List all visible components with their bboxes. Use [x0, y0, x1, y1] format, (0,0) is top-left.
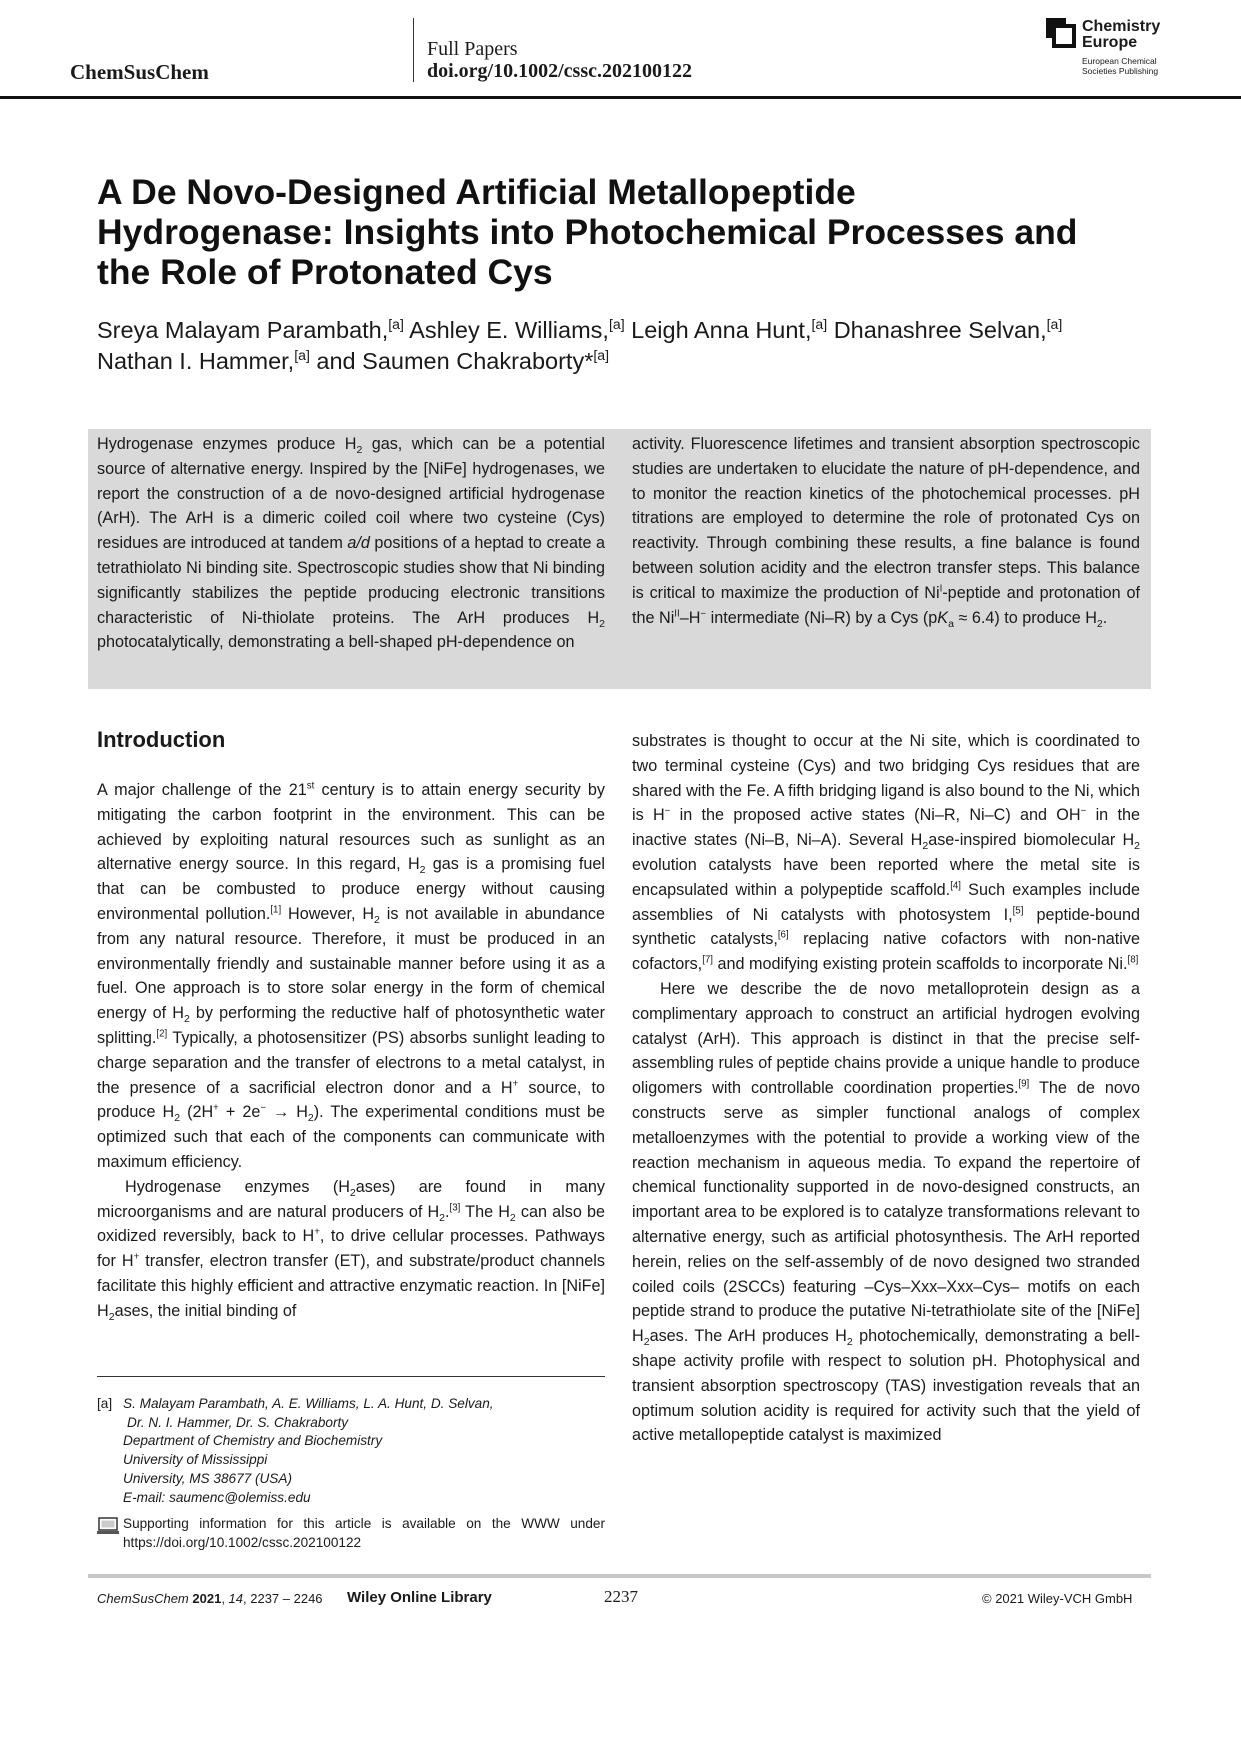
logo-mark-icon — [1046, 18, 1076, 48]
footnote-line: Department of Chemistry and Biochemistry — [123, 1433, 383, 1449]
body-left-column — [97, 778, 605, 1324]
logo-name-line2: Europe — [1082, 34, 1138, 51]
body-paragraph: Hydrogenase enzymes $(H_2ases)$ are found in many microorganisms and are natural producers of $H_2.[3]$ The $H_2$ can also be oxidized reversibly, back to H+, to drive cellular processes. Pathways for H+ transfer, electron transfer (ET), and substrate/product channels facilitate this highly efficient and attractive enzymatic reaction. In [NiFe] $H_2ases$, the initial binding of — [97, 1177, 605, 1323]
abstract-right-column: activity. Fluorescence lifetimes and transient absorption spectroscopic studies are undertaken to elucidate the nature of pH-dependence, and to monitor the reaction kinetics of the photochemical processes. pH titrations are employed to determine the role of protonated Cys on reactivity. Through combining these results, a fine balance is found between solution acidity and the electron transfer steps. This balance is critical to maximize the production of $Ni^I$-peptide and protonation of the $Ni^{II}-H^-$ intermediate (Ni–R) by a Cys $(pK_a \approx 6.4)$ to produce $H_2$. — [632, 435, 1141, 630]
affiliation-mark: [a] — [811, 316, 828, 333]
journal-name: ChemSusChem — [70, 60, 209, 84]
citation-link[interactable]: [7] — [702, 954, 713, 966]
footnote-line: University of Mississippi — [123, 1452, 268, 1468]
citation-link[interactable]: [1] — [270, 904, 282, 916]
page-number: 2237 — [604, 1587, 638, 1606]
footnote-line: Dr. N. I. Hammer, Dr. S. Chakraborty — [127, 1414, 349, 1430]
body-paragraph: Here we describe the de novo metalloprotein design as a complimentary approach to construct an artificial hydrogen evolving catalyst (ArH). This approach is distinct in that the precise self-assembling rules of peptide chains provide a unique handle to produce oligomers with controllable coordination properties.[9] The de novo constructs serve as simpler functional analogs of complex metalloenzymes with the potential to provide a working view of the reaction mechanism in aqueous media. To expand the repertoire of chemical functionality supported in de novo-designed constructs, an important area to be explored is to catalyze transformations relevant to alternative energy, such as artificial photosynthesis. The ArH reported herein, relies on the self-assembly of de novo designed two stranded coiled coils (2SCCs) featuring –Cys–Xxx–Xxx–Cys– motifs on each peptide strand to produce the putative Ni-tetrathiolate site of the [NiFe] $H_2ases$. The ArH produces $H_2$ photochemically, demonstrating a bell-shape activity profile with respect to solution pH. Photophysical and transient absorption spectroscopy (TAS) investigation reveals that an optimum solution acidity is required for activity such that the yield of active metallopeptide catalyst is maximized — [632, 979, 1140, 1445]
header-rule — [0, 96, 1241, 99]
footnote-line: University, MS 38677 (USA) — [123, 1470, 292, 1486]
author-name: Sreya Malayam Parambath, — [97, 317, 389, 343]
body-paragraph: A major challenge of the 21st century is to attain energy security by mitigating the carbon footprint in the environment. This can be achieved by exploiting natural resources such as sunlight as an alternative energy source. In this regard, $H_2$ gas is a promising fuel that can be combusted to produce energy without causing environmental pollution.[1] However, $H_2$ is not available in abundance from any natural resource. Therefore, it must be produced in an environmentally friendly and sustainable manner before using it as a fuel. One approach is to store solar energy in the form of chemical energy of $H_2$ by performing the reductive half of photosynthetic water splitting.[2] Typically, a photosensitizer (PS) absorbs sunlight leading to charge separation and the transfer of electrons to a metal catalyst, in the presence of a sacrificial electron donor and a H+ source, to produce $H_2$ $(2H^+ + 2e^- \to H_2)$. The experimental conditions must be optimized such that each of the components can communicate with maximum efficiency. — [97, 780, 605, 1171]
citation-link[interactable]: [9] — [1018, 1078, 1030, 1090]
section-heading: Introduction — [97, 727, 226, 752]
footer-citation: ChemSusChem 2021, 14, 2237 – 2246 — [97, 1591, 323, 1606]
author-name: Dhanashree Selvan, — [833, 317, 1047, 343]
affiliation-footnote — [97, 1395, 605, 1507]
footnote-line: S. Malayam Parambath, A. E. Williams, L. A. Hunt, D. Selvan, — [123, 1396, 494, 1411]
title-line: A De Novo-Designed Artificial Metallopeptide — [97, 172, 856, 212]
header-divider — [413, 18, 414, 82]
citation-link[interactable]: [4] — [950, 880, 961, 892]
affiliation-mark: [a] — [608, 316, 625, 333]
supporting-info-text[interactable]: Supporting information for this article is available on the WWW under https://doi.org/10.1002/cssc.202100122 — [123, 1516, 605, 1550]
article-title — [97, 172, 1157, 292]
logo-sub-line2: Societies Publishing — [1082, 66, 1159, 76]
footer-rule — [88, 1574, 1151, 1578]
article-type: Full Papers — [427, 38, 518, 60]
author-name: and Saumen Chakraborty* — [316, 348, 594, 374]
supporting-info-note — [97, 1515, 605, 1552]
footnote-tag: [a] — [97, 1396, 113, 1411]
affiliation-mark: [a] — [388, 316, 404, 333]
author-list — [97, 315, 1157, 377]
footnote-rule — [97, 1376, 605, 1377]
author-name: Ashley E. Williams, — [409, 317, 609, 343]
chemistry-europe-logo — [1046, 18, 1186, 80]
body-paragraph: substrates is thought to occur at the Ni site, which is coordinated to two terminal cysteine (Cys) and two bridging Cys residues that are shared with the Fe. A fifth bridging ligand is also bound to the Ni, which is H− in the proposed active states (Ni–R, Ni–C) and OH− in the inactive states (Ni–B, Ni–A). Several $H_2ase$-inspired biomolecular $H_2$ evolution catalysts have been reported where the metal site is encapsulated within a polypeptide scaffold.[4] Such examples include assemblies of Ni catalysts with photosystem I,[5] peptide-bound synthetic catalysts,[6] replacing native cofactors with non-native cofactors,[7] and modifying existing protein scaffolds to incorporate Ni.[8] — [632, 732, 1140, 974]
affiliation-mark: [a] — [593, 347, 610, 364]
citation-link[interactable]: [2] — [156, 1028, 168, 1040]
title-line: the Role of Protonated Cys — [97, 252, 553, 292]
wiley-online-library-link[interactable]: Wiley Online Library — [347, 1589, 492, 1606]
copyright: © 2021 Wiley-VCH GmbH — [982, 1591, 1133, 1606]
citation-link[interactable]: [8] — [1127, 954, 1139, 966]
title-line: Hydrogenase: Insights into Photochemical Processes and — [97, 212, 1078, 252]
author-name: Nathan I. Hammer, — [97, 348, 295, 374]
citation-link[interactable]: [5] — [1012, 905, 1024, 917]
logo-sub-line1: European Chemical — [1082, 56, 1157, 66]
email-link[interactable]: E-mail: saumenc@olemiss.edu — [123, 1489, 311, 1505]
doi-link[interactable]: doi.org/10.1002/cssc.202100122 — [427, 60, 692, 82]
citation-link[interactable]: [3] — [449, 1202, 461, 1214]
affiliation-mark: [a] — [294, 347, 310, 364]
logo-name-line1: Chemistry — [1082, 18, 1161, 35]
body-right-column — [632, 729, 1140, 1448]
computer-icon — [97, 1517, 119, 1535]
citation-link[interactable]: [6] — [777, 929, 789, 941]
abstract-left-column: Hydrogenase enzymes produce $H_2$ gas, which can be a potential source of alternative energy. Inspired by the [NiFe] hydrogenases, we report the construction of a de novo-designed artificial hydrogenase (ArH). The ArH is a dimeric coiled coil where two cysteine (Cys) residues are introduced at tandem a/d positions of a heptad to create a tetrathiolato Ni binding site. Spectroscopic studies show that Ni binding significantly stabilizes the peptide producing electronic transitions characteristic of Ni-thiolate proteins. The ArH produces $H_2$ photocatalytically, demonstrating a bell-shaped pH-dependence on — [97, 435, 605, 652]
author-name: Leigh Anna Hunt, — [631, 317, 812, 343]
affiliation-mark: [a] — [1046, 316, 1063, 333]
